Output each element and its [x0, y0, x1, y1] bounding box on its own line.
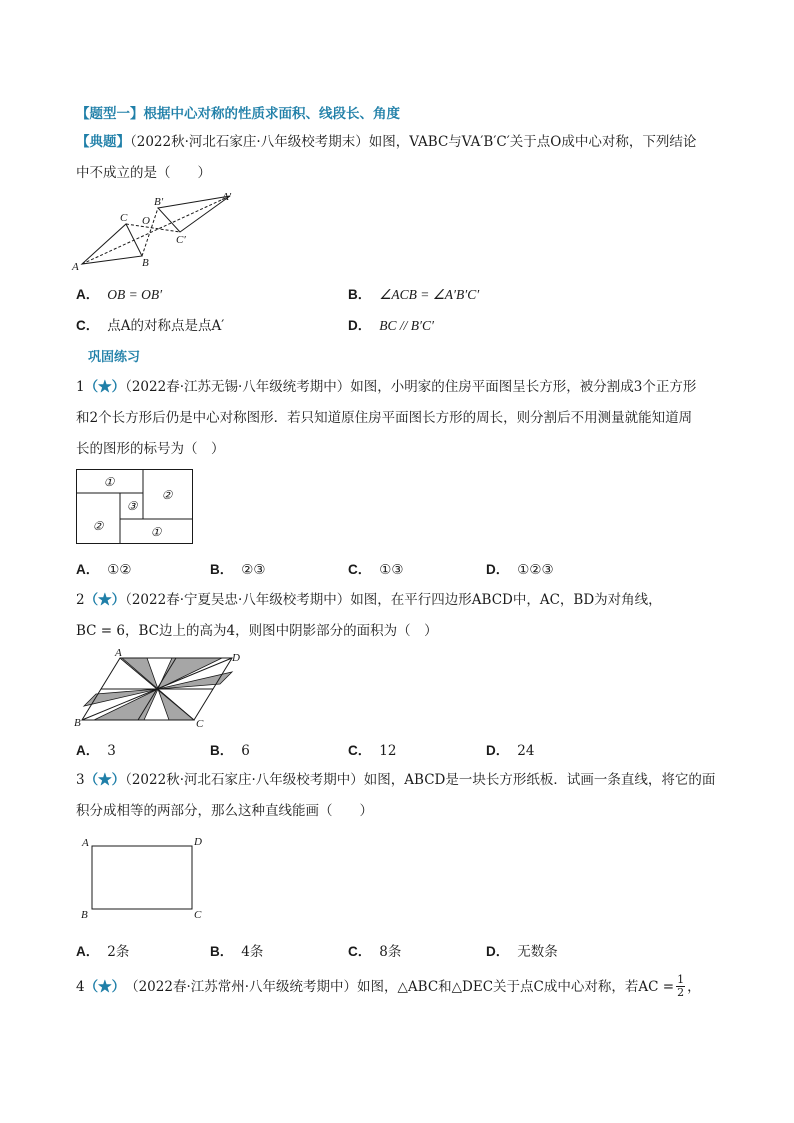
q2-option-d[interactable]: D． 24 [486, 743, 535, 759]
label-b: B [74, 717, 81, 729]
shaded-region [122, 658, 158, 689]
practice-title: 巩固练习 [88, 350, 141, 365]
label-b: B [81, 909, 88, 921]
example-line-2: 中不成立的是（ ） [76, 165, 211, 181]
plan-label-2-left: ② [92, 519, 104, 533]
segment-cc-prime [126, 224, 180, 232]
triangle-abc [82, 224, 142, 264]
plan-label-2-right: ② [161, 488, 173, 502]
q1-option-d[interactable]: D． ①②③ [486, 562, 554, 578]
example-option-b[interactable]: B． ∠ACB = ∠A′B′C′ [348, 287, 480, 302]
example-option-c[interactable]: C． 点A的对称点是点A′ [76, 318, 225, 334]
label-a: A [82, 837, 89, 849]
label-a: A [115, 648, 122, 659]
q1-line-1: 1（★）（2022春·江苏无锡·八年级统考期中）如图，小明家的住房平面图呈长方形，被分割成3个正方形 [76, 379, 697, 395]
example-option-a[interactable]: A． OB = OB′ [76, 287, 163, 302]
label-c: C [196, 718, 204, 730]
q3-option-c[interactable]: C． 8条 [348, 944, 402, 960]
star-icon: （★） [84, 592, 126, 608]
example-text-1: （2022秋·河北石家庄·八年级校考期末）如图，VABC与VA′B′C′关于点O成中心对称，下列结论 [130, 134, 697, 150]
q1-line-2: 和2个长方形后仍是中心对称图形．若只知道原住房平面图长方形的周长，则分割后不用测量就能知道周 [76, 410, 693, 426]
q3-option-d[interactable]: D． 无数条 [486, 944, 558, 960]
q4-line-1: 4 （★） （2022春·江苏常州·八年级统考期中）如图，△ABC和△DEC关于点C成中心对称，若AC = $\frac{1}{2}$ ， [76, 973, 701, 999]
example-option-d[interactable]: D． BC // B′C′ [348, 318, 434, 333]
example-figure [70, 188, 240, 274]
plan-label-1-top: ① [103, 475, 115, 489]
label-d: D [232, 652, 240, 664]
rectangle-abcd [92, 846, 192, 909]
q2-option-b[interactable]: B． 6 [210, 743, 250, 759]
q2-line-2: BC = 6，BC边上的高为4，则图中阴影部分的面积为（ ） [76, 623, 438, 639]
example-tag: 【典题】 [76, 134, 130, 150]
star-icon: （★） [84, 978, 126, 995]
label-b-prime: B′ [154, 196, 164, 208]
q1-option-b[interactable]: B． ②③ [210, 562, 266, 578]
label-c: C [194, 909, 202, 921]
q1-option-c[interactable]: C． ①③ [348, 562, 404, 578]
q1-floorplan-figure [76, 469, 194, 545]
q2-parallelogram-figure [72, 648, 244, 730]
q2-option-c[interactable]: C． 12 [348, 743, 397, 759]
q3-option-a[interactable]: A． 2条 [76, 944, 130, 960]
q3-rectangle-figure [76, 832, 210, 922]
q3-option-b[interactable]: B． 4条 [210, 944, 264, 960]
q1-line-3: 长的图形的标号为（ ） [76, 441, 225, 457]
q2-line-1: 2（★）（2022春·宁夏吴忠·八年级校考期中）如图，在平行四边形ABCD中，AC，BD为对角线， [76, 592, 662, 608]
label-d: D [194, 836, 202, 848]
q3-line-2: 积分成相等的两部分，那么这种直线能画（ ） [76, 803, 373, 819]
section-title: 【题型一】根据中心对称的性质求面积、线段长、角度 [76, 106, 400, 122]
label-c: C [120, 212, 128, 224]
q3-line-1: 3（★）（2022秋·河北石家庄·八年级校考期中）如图，ABCD是一块长方形纸板．试画一条直线，将它的面 [76, 772, 716, 788]
label-o: O [142, 215, 150, 227]
example-line-1 [76, 133, 696, 151]
fraction: $\frac{1}{2}$ [677, 973, 685, 999]
label-a: A [72, 261, 79, 273]
label-a-prime: A′ [222, 191, 232, 203]
q1-option-a[interactable]: A． ①② [76, 562, 132, 578]
plan-label-1-bottom: ① [150, 525, 162, 539]
q2-option-a[interactable]: A． 3 [76, 743, 116, 759]
star-icon: （★） [84, 379, 126, 395]
plan-label-3: ③ [126, 499, 138, 513]
star-icon: （★） [84, 772, 126, 788]
label-c-prime: C′ [176, 234, 186, 246]
label-b: B [142, 257, 149, 269]
